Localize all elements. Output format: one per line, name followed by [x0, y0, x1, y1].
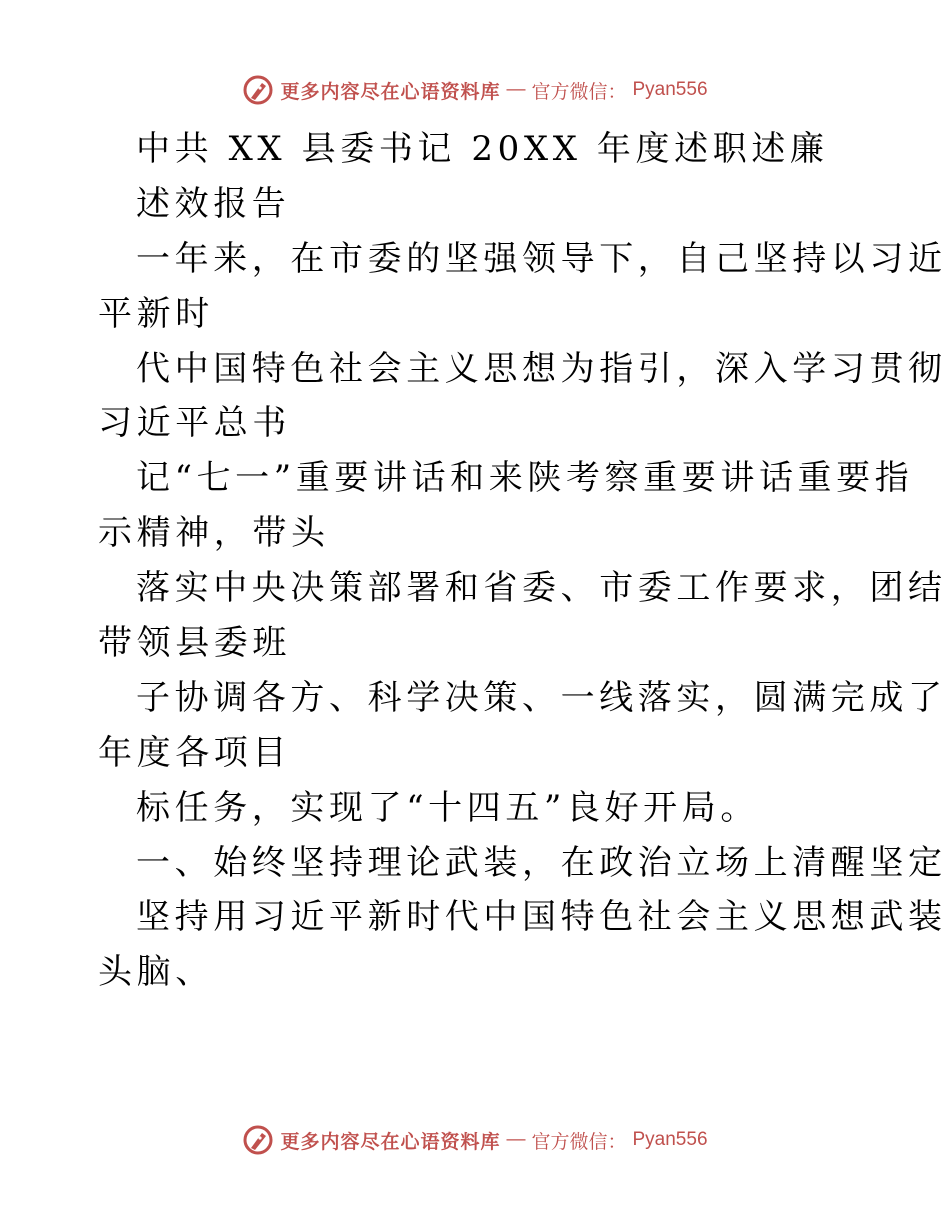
document-body: [98, 122, 947, 1000]
watermark-id: Pyan556: [632, 1129, 708, 1150]
header-watermark: [0, 70, 950, 110]
text-line: 中共 XX 县委书记 20XX 年度述职述廉: [136, 129, 829, 169]
text-line: 落实中央决策部署和省委、市委工作要求，团结: [136, 568, 947, 609]
text-line: 标任务，实现了“十四五”良好开局。: [136, 787, 759, 828]
watermark-label: 官方微信：: [531, 1130, 627, 1153]
watermark-label: 官方微信：: [531, 80, 627, 103]
watermark-brand: 更多内容尽在心语资料库: [280, 80, 501, 103]
text-line: 子协调各方、科学决策、一线落实，圆满完成了: [136, 677, 947, 718]
text-line: 习近平总书: [98, 403, 291, 444]
watermark-dash: —: [506, 79, 526, 100]
text-line: 头脑、: [98, 952, 214, 993]
text-line: 一年来，在市委的坚强领导下，自己坚持以习近: [136, 238, 947, 279]
text-line: 带领县委班: [98, 623, 291, 664]
watermark-dash: —: [506, 1129, 526, 1150]
text-line: 示精神，带头: [98, 513, 330, 554]
text-line: 述效报告: [136, 183, 291, 224]
watermark-id: Pyan556: [632, 79, 708, 100]
text-line: 一、始终坚持理论武装，在政治立场上清醒坚定: [136, 842, 947, 883]
watermark-brand: 更多内容尽在心语资料库: [280, 1130, 501, 1153]
text-line: 记“七一”重要讲话和来陕考察重要讲话重要指: [136, 458, 914, 499]
text-line: 坚持用习近平新时代中国特色社会主义思想武装: [136, 897, 947, 938]
pen-nib-circle-icon: [242, 1124, 274, 1156]
text-line: 代中国特色社会主义思想为指引，深入学习贯彻: [136, 348, 947, 389]
pen-nib-circle-icon: [242, 74, 274, 106]
text-line: 年度各项目: [98, 732, 291, 773]
footer-watermark: [0, 1120, 950, 1160]
text-line: 平新时: [98, 293, 214, 334]
